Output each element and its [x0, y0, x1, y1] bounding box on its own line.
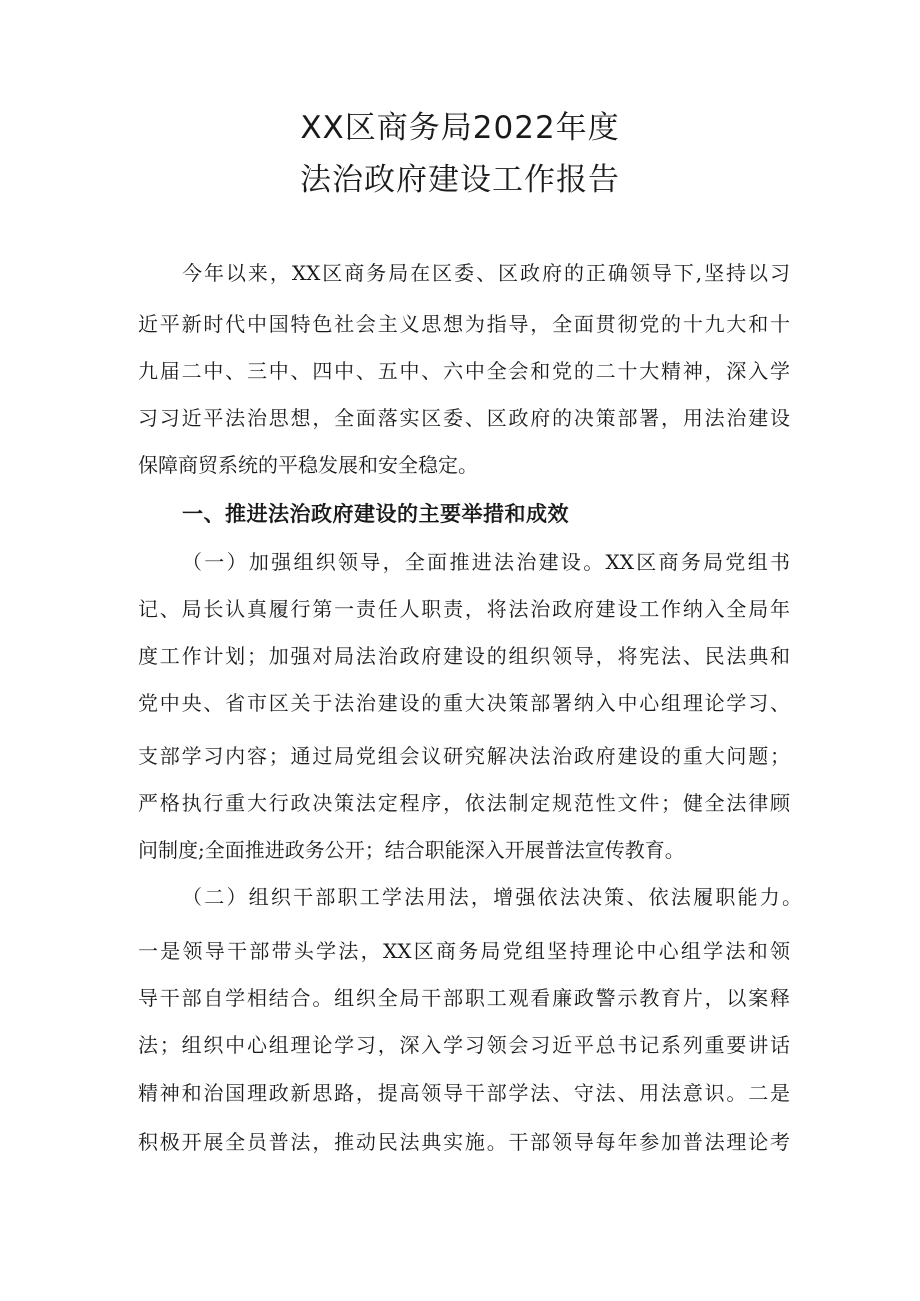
document-title-line-2: 法治政府建设工作报告: [300, 162, 620, 198]
intro-line: 今年以来，XX区商务局在区委、区政府的正确领导下,坚持以习: [182, 261, 790, 285]
paragraph-1-line: 问制度;全面推进政务公开；结合职能深入开展普法宣传教育。: [138, 838, 685, 862]
paragraph-2-line: （二）组织干部职工学法用法，增强依法决策、依法履职能力。: [182, 885, 802, 909]
paragraph-1-line: 党中央、省市区关于法治建设的重大决策部署纳入中心组理论学习、: [138, 691, 790, 715]
intro-line: 近平新时代中国特色社会主义思想为指导，全面贯彻党的十九大和十: [138, 312, 790, 336]
paragraph-2-line: 积极开展全员普法，推动民法典实施。干部领导每年参加普法理论考: [138, 1130, 790, 1154]
document-title-line-1: XX区商务局2022年度: [300, 110, 620, 146]
paragraph-2-line: 精神和治国理政新思路，提高领导干部学法、守法、用法意识。二是: [138, 1081, 790, 1105]
paragraph-2-line: 一是领导干部带头学法，XX区商务局党组坚持理论中心组学法和领: [138, 939, 790, 963]
paragraph-2-line: 导干部自学相结合。组织全局干部职工观看廉政警示教育片，以案释: [138, 986, 790, 1010]
paragraph-1-line: 支部学习内容；通过局党组会议研究解决法治政府建设的重大问题；: [138, 744, 790, 768]
intro-line: 九届二中、三中、四中、五中、六中全会和党的二十大精神，深入学: [138, 359, 790, 383]
intro-line: 习习近平法治思想，全面落实区委、区政府的决策部署，用法治建设: [138, 406, 790, 430]
section-heading: 一、推进法治政府建设的主要举措和成效: [182, 502, 569, 526]
paragraph-1-line: 度工作计划；加强对局法治政府建设的组织领导，将宪法、民法典和: [138, 644, 790, 668]
paragraph-1-line: （一）加强组织领导，全面推进法治建设。XX区商务局党组书: [182, 550, 790, 574]
paragraph-2-line: 法；组织中心组理论学习，深入学习领会习近平总书记系列重要讲话: [138, 1033, 790, 1057]
paragraph-1-line: 记、局长认真履行第一责任人职责，将法治政府建设工作纳入全局年: [138, 597, 790, 621]
intro-line: 保障商贸系统的平稳发展和安全稳定。: [138, 453, 478, 477]
paragraph-1-line: 严格执行重大行政决策法定程序，依法制定规范性文件；健全法律顾: [138, 791, 790, 815]
